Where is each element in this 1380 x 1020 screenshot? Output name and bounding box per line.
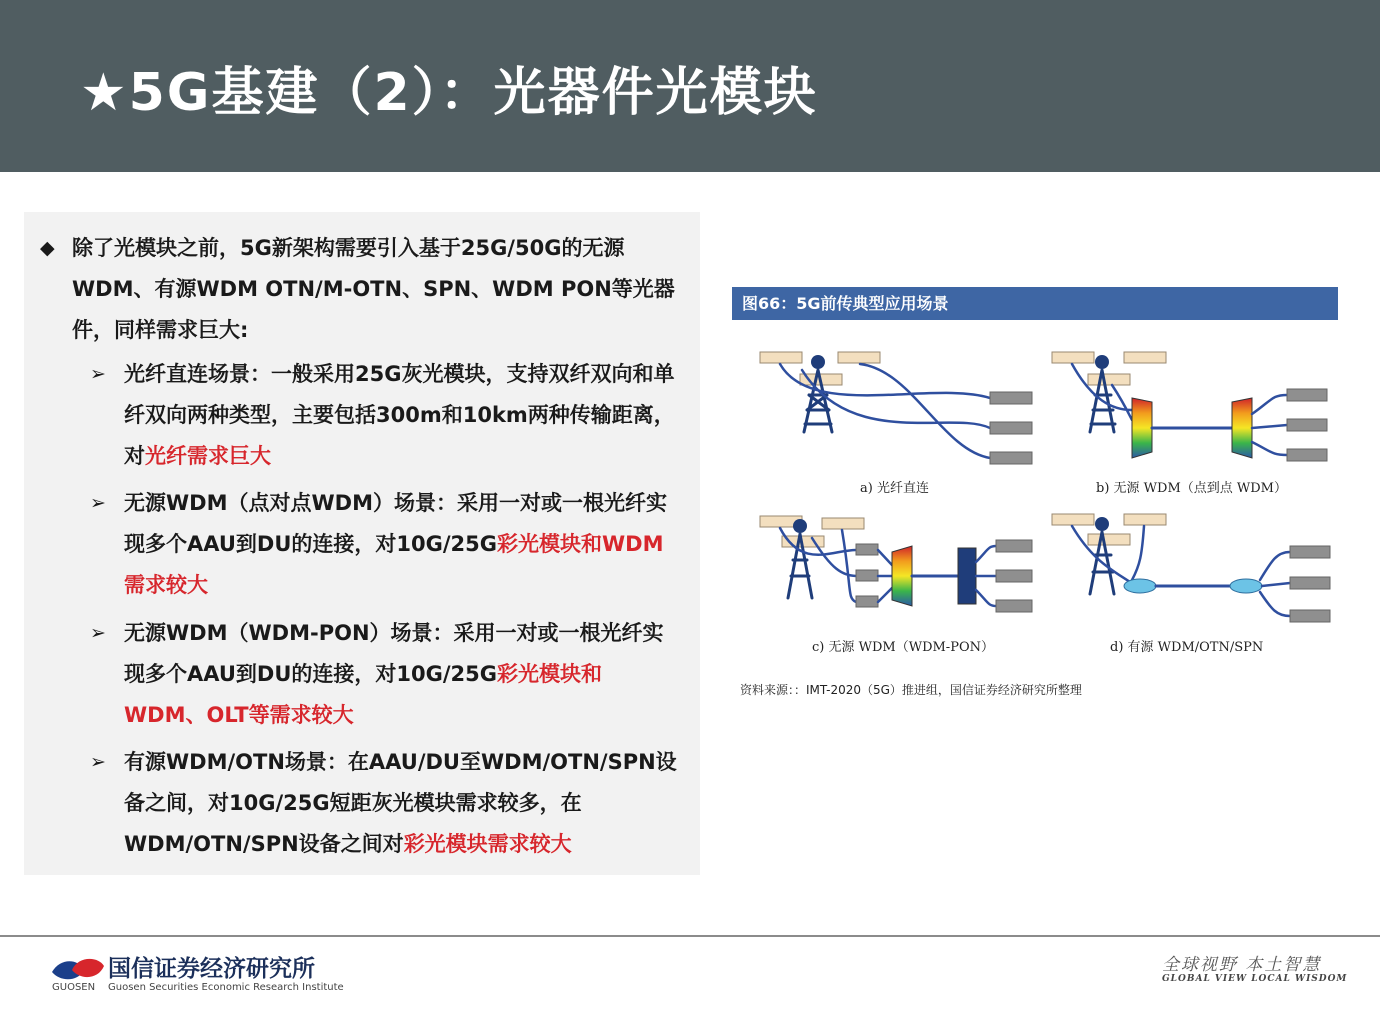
main-bullet bbox=[40, 228, 680, 351]
header-banner bbox=[0, 0, 1380, 172]
sub-bullet-highlight: 彩光模块和WDM、OLT等需求较大 bbox=[124, 662, 602, 727]
sub-bullet bbox=[90, 483, 680, 606]
company-brand: GUOSEN bbox=[52, 982, 96, 993]
figure-source: 资料来源：：IMT-2020（5G）推进组，国信证券经济研究所整理 bbox=[740, 683, 1082, 697]
slogan-cn: 全球视野 本土智慧 bbox=[1162, 955, 1322, 975]
slogan-en: GLOBAL VIEW LOCAL WISDOM bbox=[1162, 974, 1348, 984]
sub-bullet-text: 无源WDM（点对点WDM）场景：采用一对或一根光纤实现多个AAU到DU的连接，对10G/25G bbox=[124, 491, 667, 556]
sub-bullet-highlight: 彩光模块需求较大 bbox=[403, 832, 572, 856]
diamond-bullet-icon: ◆ bbox=[40, 237, 55, 259]
main-bullet-text: 除了光模块之前，5G新架构需要引入基于25G/50G的无源WDM、有源WDM OTN/M-OTN、SPN、WDM PON等光器件，同样需求巨大: bbox=[72, 236, 675, 342]
sub-bullet-highlight: 彩光模块和WDM需求较大 bbox=[124, 532, 664, 597]
fronthaul-diagram-image bbox=[752, 340, 1342, 660]
arrow-bullet-icon: ➢ bbox=[90, 622, 106, 644]
diagram-d bbox=[1052, 514, 1330, 622]
arrow-bullet-icon: ➢ bbox=[90, 492, 106, 514]
arrow-bullet-icon: ➢ bbox=[90, 363, 106, 385]
sub-bullet-highlight: 光纤需求巨大 bbox=[145, 444, 271, 468]
content-panel bbox=[24, 212, 700, 875]
sub-bullet bbox=[90, 613, 680, 736]
sub-bullet bbox=[90, 354, 680, 477]
figure-caption: 图66：5G前传典型应用场景 bbox=[732, 287, 1338, 320]
diagram-c bbox=[760, 516, 1032, 612]
diagram-b bbox=[1052, 352, 1327, 461]
diagram-d-label: d) 有源 WDM/OTN/SPN bbox=[1110, 640, 1264, 655]
company-name-cn: 国信证券经济研究所 bbox=[108, 955, 315, 982]
diagram-a-label: a) 光纤直连 bbox=[860, 481, 929, 496]
diagram-a bbox=[760, 352, 1032, 464]
sub-bullet-text: 无源WDM（WDM-PON）场景：采用一对或一根光纤实现多个AAU到DU的连接，对10G/25G bbox=[124, 621, 664, 686]
diagram-b-label: b) 无源 WDM（点到点 WDM） bbox=[1096, 481, 1287, 496]
page-title: ★5G基建（2）：光器件光模块 bbox=[80, 63, 818, 123]
footer-divider bbox=[0, 935, 1380, 937]
diagram-c-label: c) 无源 WDM（WDM-PON） bbox=[812, 640, 994, 655]
fronthaul-diagrams bbox=[752, 340, 1342, 660]
sub-bullet-text: 有源WDM/OTN场景：在AAU/DU至WDM/OTN/SPN设备之间，对10G/25G短距灰光模块需求较多，在WDM/OTN/SPN设备之间对 bbox=[124, 750, 677, 856]
sub-bullet bbox=[90, 742, 680, 865]
arrow-bullet-icon: ➢ bbox=[90, 751, 106, 773]
company-name-en: Guosen Securities Economic Research Institute bbox=[108, 982, 344, 993]
sub-bullet-text: 光纤直连场景：一般采用25G灰光模块，支持双纤双向和单纤双向两种类型，主要包括300m和10km两种传输距离，对 bbox=[124, 362, 675, 468]
